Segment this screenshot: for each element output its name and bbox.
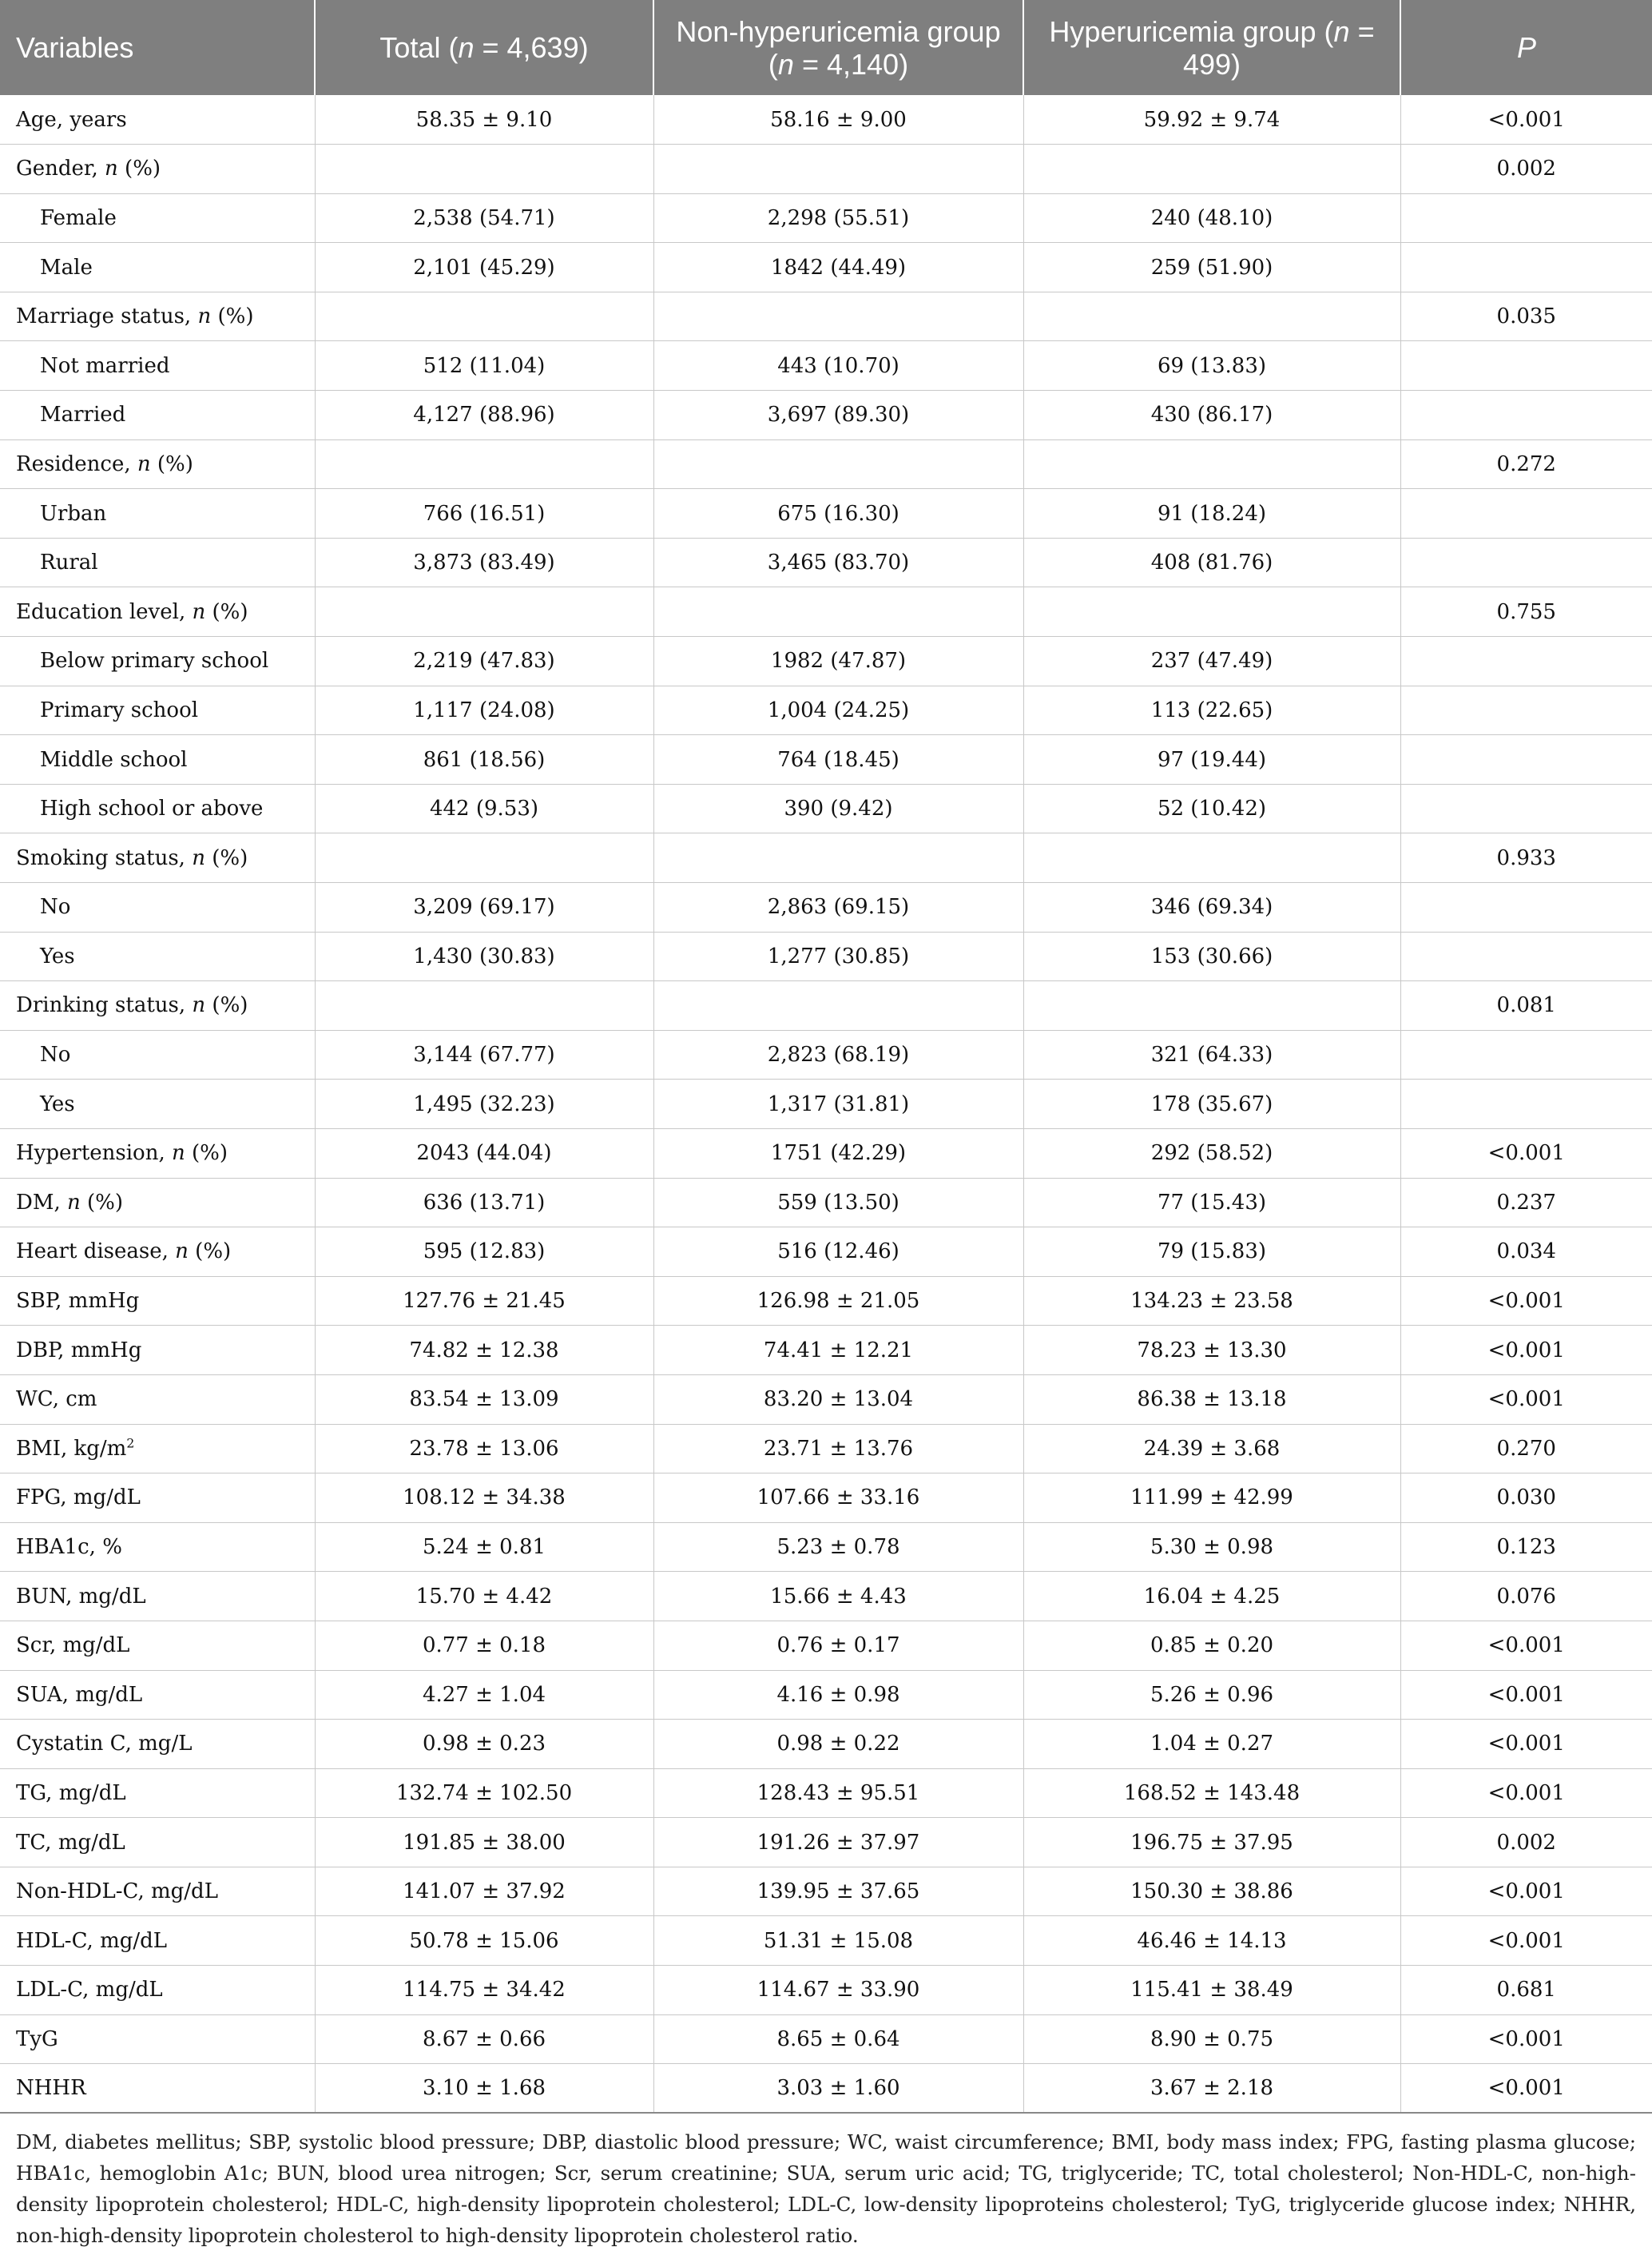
table-row [0, 735, 1652, 785]
total-value: 595 (12.83) [315, 1227, 653, 1277]
table-row [0, 1818, 1652, 1867]
p-value: 0.002 [1400, 1818, 1652, 1867]
p-value [1400, 391, 1652, 440]
non-hyperuricemia-value: 128.43 ± 95.51 [653, 1768, 1023, 1818]
hyperuricemia-value: 259 (51.90) [1023, 243, 1400, 292]
hyperuricemia-value: 0.85 ± 0.20 [1023, 1621, 1400, 1670]
p-value: <0.001 [1400, 2064, 1652, 2114]
hyperuricemia-value: 16.04 ± 4.25 [1023, 1572, 1400, 1621]
hyperuricemia-value [1023, 981, 1400, 1031]
table-row [0, 145, 1652, 194]
total-value: 2,538 (54.71) [315, 193, 653, 243]
non-hyperuricemia-value: 107.66 ± 33.16 [653, 1473, 1023, 1523]
non-hyperuricemia-value: 139.95 ± 37.65 [653, 1867, 1023, 1916]
table-row [0, 193, 1652, 243]
table-row [0, 2014, 1652, 2064]
total-value: 141.07 ± 37.92 [315, 1867, 653, 1916]
non-hyperuricemia-value: 51.31 ± 15.08 [653, 1916, 1023, 1966]
non-hyperuricemia-value: 15.66 ± 4.43 [653, 1572, 1023, 1621]
p-value: 0.002 [1400, 145, 1652, 194]
table-row [0, 1030, 1652, 1080]
non-hyperuricemia-value: 390 (9.42) [653, 784, 1023, 833]
table-header [0, 0, 1652, 95]
total-value: 0.77 ± 0.18 [315, 1621, 653, 1670]
variable-label: No [0, 1030, 315, 1080]
table-row [0, 932, 1652, 981]
total-value: 3,144 (67.77) [315, 1030, 653, 1080]
total-value: 132.74 ± 102.50 [315, 1768, 653, 1818]
hyperuricemia-value: 150.30 ± 38.86 [1023, 1867, 1400, 1916]
p-value [1400, 1030, 1652, 1080]
hyperuricemia-value: 5.30 ± 0.98 [1023, 1522, 1400, 1572]
total-value: 15.70 ± 4.42 [315, 1572, 653, 1621]
hyperuricemia-value: 24.39 ± 3.68 [1023, 1424, 1400, 1473]
p-value: <0.001 [1400, 1867, 1652, 1916]
total-value [315, 981, 653, 1031]
variable-label: Yes [0, 932, 315, 981]
variable-label: LDL-C, mg/dL [0, 1966, 315, 2015]
non-hyperuricemia-value [653, 587, 1023, 637]
hyperuricemia-value [1023, 439, 1400, 489]
p-value: <0.001 [1400, 1128, 1652, 1178]
variable-label: Male [0, 243, 315, 292]
total-value [315, 439, 653, 489]
hyperuricemia-value: 321 (64.33) [1023, 1030, 1400, 1080]
non-hyperuricemia-value: 23.71 ± 13.76 [653, 1424, 1023, 1473]
variable-label: SUA, mg/dL [0, 1670, 315, 1720]
total-value: 2,219 (47.83) [315, 637, 653, 686]
table-row [0, 489, 1652, 539]
p-value: 0.270 [1400, 1424, 1652, 1473]
p-value [1400, 637, 1652, 686]
p-value: <0.001 [1400, 1670, 1652, 1720]
hyperuricemia-value: 79 (15.83) [1023, 1227, 1400, 1277]
hyperuricemia-value [1023, 833, 1400, 883]
non-hyperuricemia-value: 1,004 (24.25) [653, 686, 1023, 735]
hyperuricemia-value: 134.23 ± 23.58 [1023, 1276, 1400, 1326]
header-row [0, 0, 1652, 95]
non-hyperuricemia-value: 1,317 (31.81) [653, 1080, 1023, 1129]
table-row [0, 1720, 1652, 1769]
total-value: 2,101 (45.29) [315, 243, 653, 292]
variable-label: Education level, n (%) [0, 587, 315, 637]
non-hyperuricemia-value [653, 292, 1023, 341]
non-hyperuricemia-value: 675 (16.30) [653, 489, 1023, 539]
non-hyperuricemia-value: 74.41 ± 12.21 [653, 1326, 1023, 1375]
total-value: 0.98 ± 0.23 [315, 1720, 653, 1769]
non-hyperuricemia-value: 2,823 (68.19) [653, 1030, 1023, 1080]
table-row [0, 587, 1652, 637]
variable-label: No [0, 883, 315, 933]
p-value [1400, 784, 1652, 833]
total-value [315, 292, 653, 341]
table-row [0, 2064, 1652, 2114]
total-value: 58.35 ± 9.10 [315, 95, 653, 145]
non-hyperuricemia-value: 2,298 (55.51) [653, 193, 1023, 243]
variable-label: HDL-C, mg/dL [0, 1916, 315, 1966]
table-row [0, 883, 1652, 933]
non-hyperuricemia-value: 516 (12.46) [653, 1227, 1023, 1277]
variable-label: Primary school [0, 686, 315, 735]
table-row [0, 1867, 1652, 1916]
total-value [315, 833, 653, 883]
non-hyperuricemia-value: 5.23 ± 0.78 [653, 1522, 1023, 1572]
variable-label: DM, n (%) [0, 1178, 315, 1227]
total-value: 861 (18.56) [315, 735, 653, 785]
hyperuricemia-value: 168.52 ± 143.48 [1023, 1768, 1400, 1818]
hyperuricemia-value: 52 (10.42) [1023, 784, 1400, 833]
p-value: 0.933 [1400, 833, 1652, 883]
total-value: 512 (11.04) [315, 341, 653, 391]
variable-label: Heart disease, n (%) [0, 1227, 315, 1277]
table-row [0, 1128, 1652, 1178]
table-row [0, 538, 1652, 587]
total-value: 23.78 ± 13.06 [315, 1424, 653, 1473]
hyperuricemia-value: 77 (15.43) [1023, 1178, 1400, 1227]
table-row [0, 1621, 1652, 1670]
p-value [1400, 735, 1652, 785]
table-row [0, 1424, 1652, 1473]
non-hyperuricemia-value: 559 (13.50) [653, 1178, 1023, 1227]
total-value: 3,209 (69.17) [315, 883, 653, 933]
total-value: 1,495 (32.23) [315, 1080, 653, 1129]
variable-label: Urban [0, 489, 315, 539]
hyperuricemia-value: 78.23 ± 13.30 [1023, 1326, 1400, 1375]
hyperuricemia-value: 8.90 ± 0.75 [1023, 2014, 1400, 2064]
variable-label: Drinking status, n (%) [0, 981, 315, 1031]
hyperuricemia-value: 97 (19.44) [1023, 735, 1400, 785]
p-value: <0.001 [1400, 1621, 1652, 1670]
total-value: 3.10 ± 1.68 [315, 2064, 653, 2114]
non-hyperuricemia-value: 126.98 ± 21.05 [653, 1276, 1023, 1326]
total-value: 191.85 ± 38.00 [315, 1818, 653, 1867]
table-row [0, 292, 1652, 341]
total-value: 5.24 ± 0.81 [315, 1522, 653, 1572]
non-hyperuricemia-value: 3,697 (89.30) [653, 391, 1023, 440]
hyperuricemia-value [1023, 145, 1400, 194]
table-row [0, 439, 1652, 489]
variable-label: TyG [0, 2014, 315, 2064]
total-value: 50.78 ± 15.06 [315, 1916, 653, 1966]
p-value: 0.237 [1400, 1178, 1652, 1227]
hyperuricemia-value: 346 (69.34) [1023, 883, 1400, 933]
p-value [1400, 489, 1652, 539]
variable-label: Married [0, 391, 315, 440]
table-row [0, 243, 1652, 292]
total-value: 2043 (44.04) [315, 1128, 653, 1178]
hyperuricemia-value: 5.26 ± 0.96 [1023, 1670, 1400, 1720]
variable-label: Marriage status, n (%) [0, 292, 315, 341]
hyperuricemia-value: 59.92 ± 9.74 [1023, 95, 1400, 145]
variable-label: Residence, n (%) [0, 439, 315, 489]
p-value: 0.681 [1400, 1966, 1652, 2015]
p-value [1400, 193, 1652, 243]
total-value: 766 (16.51) [315, 489, 653, 539]
hyperuricemia-value: 178 (35.67) [1023, 1080, 1400, 1129]
table-row [0, 1966, 1652, 2015]
p-value [1400, 243, 1652, 292]
table-row [0, 1768, 1652, 1818]
table-row [0, 95, 1652, 145]
p-value [1400, 341, 1652, 391]
header-variables: Variables [0, 0, 315, 95]
non-hyperuricemia-value: 1982 (47.87) [653, 637, 1023, 686]
variable-label: NHHR [0, 2064, 315, 2114]
total-value: 4.27 ± 1.04 [315, 1670, 653, 1720]
table-row [0, 637, 1652, 686]
p-value: <0.001 [1400, 1326, 1652, 1375]
total-value: 114.75 ± 34.42 [315, 1966, 653, 2015]
p-value: 0.076 [1400, 1572, 1652, 1621]
variable-label: HBA1c, % [0, 1522, 315, 1572]
total-value: 108.12 ± 34.38 [315, 1473, 653, 1523]
variable-label: FPG, mg/dL [0, 1473, 315, 1523]
total-value: 8.67 ± 0.66 [315, 2014, 653, 2064]
hyperuricemia-value: 237 (47.49) [1023, 637, 1400, 686]
p-value [1400, 932, 1652, 981]
hyperuricemia-value: 408 (81.76) [1023, 538, 1400, 587]
hyperuricemia-value [1023, 587, 1400, 637]
table-row [0, 1080, 1652, 1129]
p-value: <0.001 [1400, 95, 1652, 145]
variable-label: Middle school [0, 735, 315, 785]
p-value: 0.035 [1400, 292, 1652, 341]
p-value: <0.001 [1400, 1768, 1652, 1818]
non-hyperuricemia-value: 4.16 ± 0.98 [653, 1670, 1023, 1720]
non-hyperuricemia-value: 0.76 ± 0.17 [653, 1621, 1023, 1670]
variable-label: Below primary school [0, 637, 315, 686]
non-hyperuricemia-value: 3,465 (83.70) [653, 538, 1023, 587]
variable-label: Age, years [0, 95, 315, 145]
variable-label: High school or above [0, 784, 315, 833]
table-row [0, 1374, 1652, 1424]
p-value: 0.030 [1400, 1473, 1652, 1523]
table-row [0, 1178, 1652, 1227]
hyperuricemia-value: 111.99 ± 42.99 [1023, 1473, 1400, 1523]
hyperuricemia-value: 196.75 ± 37.95 [1023, 1818, 1400, 1867]
total-value: 1,117 (24.08) [315, 686, 653, 735]
table-row [0, 1473, 1652, 1523]
non-hyperuricemia-value: 58.16 ± 9.00 [653, 95, 1023, 145]
hyperuricemia-value: 69 (13.83) [1023, 341, 1400, 391]
p-value: <0.001 [1400, 1916, 1652, 1966]
p-value: <0.001 [1400, 1720, 1652, 1769]
p-value: <0.001 [1400, 1276, 1652, 1326]
total-value: 74.82 ± 12.38 [315, 1326, 653, 1375]
hyperuricemia-value [1023, 292, 1400, 341]
p-value: <0.001 [1400, 1374, 1652, 1424]
variable-label: DBP, mmHg [0, 1326, 315, 1375]
header-total: Total (n = 4,639) [315, 0, 653, 95]
total-value [315, 145, 653, 194]
variable-label: Hypertension, n (%) [0, 1128, 315, 1178]
hyperuricemia-value: 292 (58.52) [1023, 1128, 1400, 1178]
variable-label: TC, mg/dL [0, 1818, 315, 1867]
non-hyperuricemia-value: 1,277 (30.85) [653, 932, 1023, 981]
non-hyperuricemia-value: 1842 (44.49) [653, 243, 1023, 292]
table-row [0, 391, 1652, 440]
variable-label: SBP, mmHg [0, 1276, 315, 1326]
total-value: 4,127 (88.96) [315, 391, 653, 440]
variable-label: Female [0, 193, 315, 243]
hyperuricemia-value: 240 (48.10) [1023, 193, 1400, 243]
p-value [1400, 686, 1652, 735]
table-row [0, 1276, 1652, 1326]
header-hyperuricemia: Hyperuricemia group (n = 499) [1023, 0, 1400, 95]
p-value: 0.123 [1400, 1522, 1652, 1572]
non-hyperuricemia-value: 764 (18.45) [653, 735, 1023, 785]
total-value: 83.54 ± 13.09 [315, 1374, 653, 1424]
non-hyperuricemia-value: 2,863 (69.15) [653, 883, 1023, 933]
p-value: 0.081 [1400, 981, 1652, 1031]
p-value: <0.001 [1400, 2014, 1652, 2064]
hyperuricemia-value: 115.41 ± 38.49 [1023, 1966, 1400, 2015]
hyperuricemia-value: 46.46 ± 14.13 [1023, 1916, 1400, 1966]
hyperuricemia-value: 430 (86.17) [1023, 391, 1400, 440]
total-value: 636 (13.71) [315, 1178, 653, 1227]
hyperuricemia-value: 113 (22.65) [1023, 686, 1400, 735]
p-value [1400, 538, 1652, 587]
total-value [315, 587, 653, 637]
non-hyperuricemia-value: 0.98 ± 0.22 [653, 1720, 1023, 1769]
table-row [0, 1916, 1652, 1966]
non-hyperuricemia-value [653, 833, 1023, 883]
table-row [0, 833, 1652, 883]
p-value [1400, 1080, 1652, 1129]
table-row [0, 1326, 1652, 1375]
hyperuricemia-value: 1.04 ± 0.27 [1023, 1720, 1400, 1769]
table-row [0, 1670, 1652, 1720]
non-hyperuricemia-value: 191.26 ± 37.97 [653, 1818, 1023, 1867]
non-hyperuricemia-value: 114.67 ± 33.90 [653, 1966, 1023, 2015]
header-p-value: P [1400, 0, 1652, 95]
variable-label: Cystatin C, mg/L [0, 1720, 315, 1769]
table-footnote: DM, diabetes mellitus; SBP, systolic blood pressure; DBP, diastolic blood pressure; WC, waist circumference; BMI, body mass index; FPG, fasting plasma glucose; HBA1c, hemoglobin A1c; BUN, blood urea nitrogen; Scr, serum creatinine; SUA, serum uric acid; TG, triglyceride; TC, total cholesterol; Non-HDL-C, non-high-density lipoprotein cholesterol; HDL-C, high-density lipoprotein cholesterol; LDL-C, low-density lipoproteins cholesterol; TyG, triglyceride glucose index; NHHR, non-high-density lipoprotein cholesterol to high-density lipoprotein cholesterol ratio. [16, 2130, 1636, 2248]
variable-label: BUN, mg/dL [0, 1572, 315, 1621]
total-value: 3,873 (83.49) [315, 538, 653, 587]
variable-label: Scr, mg/dL [0, 1621, 315, 1670]
p-value: 0.755 [1400, 587, 1652, 637]
table-row [0, 686, 1652, 735]
variable-label: Smoking status, n (%) [0, 833, 315, 883]
table-row [0, 1572, 1652, 1621]
non-hyperuricemia-value: 1751 (42.29) [653, 1128, 1023, 1178]
variable-label: Not married [0, 341, 315, 391]
p-value [1400, 883, 1652, 933]
variable-label: Gender, n (%) [0, 145, 315, 194]
variable-label: TG, mg/dL [0, 1768, 315, 1818]
total-value: 127.76 ± 21.45 [315, 1276, 653, 1326]
non-hyperuricemia-value [653, 439, 1023, 489]
non-hyperuricemia-value: 3.03 ± 1.60 [653, 2064, 1023, 2114]
non-hyperuricemia-value: 443 (10.70) [653, 341, 1023, 391]
hyperuricemia-value: 3.67 ± 2.18 [1023, 2064, 1400, 2114]
variable-label: WC, cm [0, 1374, 315, 1424]
hyperuricemia-value: 153 (30.66) [1023, 932, 1400, 981]
total-value: 1,430 (30.83) [315, 932, 653, 981]
total-value: 442 (9.53) [315, 784, 653, 833]
header-non-hyperuricemia: Non-hyperuricemia group (n = 4,140) [653, 0, 1023, 95]
table-body [0, 95, 1652, 2113]
non-hyperuricemia-value [653, 145, 1023, 194]
variable-label: Yes [0, 1080, 315, 1129]
variable-label: BMI, $kg/m^2$ [0, 1424, 315, 1473]
hyperuricemia-value: 91 (18.24) [1023, 489, 1400, 539]
table-row [0, 341, 1652, 391]
table-row [0, 1227, 1652, 1277]
variable-label: Non-HDL-C, mg/dL [0, 1867, 315, 1916]
p-value: 0.034 [1400, 1227, 1652, 1277]
table-row [0, 1522, 1652, 1572]
non-hyperuricemia-value: 83.20 ± 13.04 [653, 1374, 1023, 1424]
table-row [0, 981, 1652, 1031]
hyperuricemia-value: 86.38 ± 13.18 [1023, 1374, 1400, 1424]
table-row [0, 784, 1652, 833]
variable-label: Rural [0, 538, 315, 587]
non-hyperuricemia-value: 8.65 ± 0.64 [653, 2014, 1023, 2064]
non-hyperuricemia-value [653, 981, 1023, 1031]
p-value: 0.272 [1400, 439, 1652, 489]
